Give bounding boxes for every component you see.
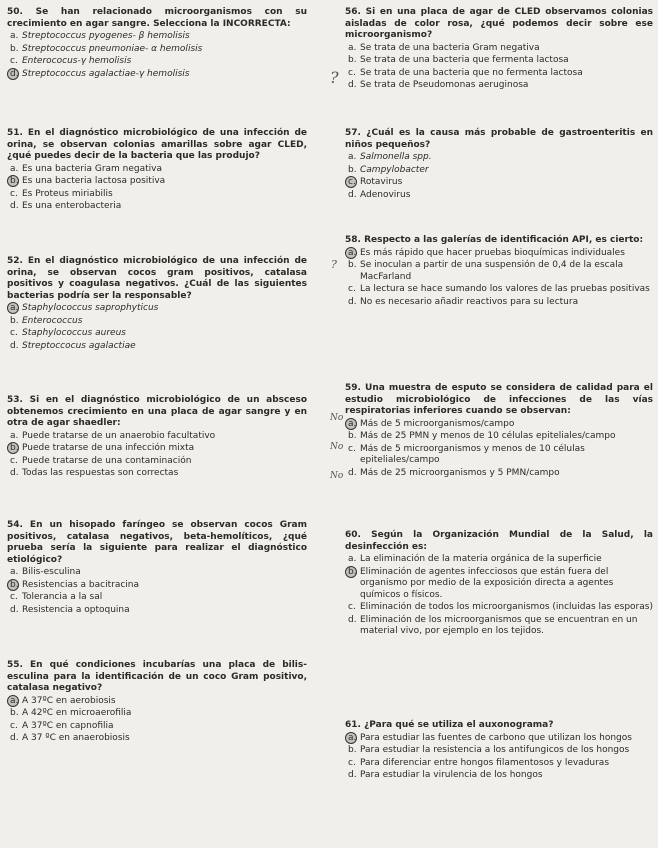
- question-53: [7, 395, 307, 480]
- question-60: [345, 530, 653, 638]
- option-c[interactable]: c. Rotavirus: [348, 177, 403, 188]
- option-b[interactable]: b. A 42ºC en microaerofilia: [10, 708, 132, 719]
- question-text: 56. Si en una placa de agar de CLED observamos colonias aisladas de color rosa, ¿qué podemos decir sobre ese microorganismo?: [345, 7, 653, 41]
- option-a[interactable]: a. Es una bacteria Gram negativa: [10, 163, 162, 174]
- question-text: 54. En un hisopado faríngeo se observan cocos Gram positivos, catalasa negativos, beta-hemolíticos, ¿qué prueba sería la siguiente para realizar el diagnóstico etiológico?: [7, 520, 307, 565]
- question-59: [345, 383, 653, 479]
- option-d[interactable]: d. Se trata de Pseudomonas aeruginosa: [348, 80, 529, 91]
- option-c[interactable]: c. Tolerancia a la sal: [10, 592, 103, 603]
- question-58: [345, 235, 653, 308]
- option-a[interactable]: a. La eliminación de la materia orgánica de la superficie: [348, 554, 602, 565]
- option-b[interactable]: b. Se inoculan a partir de una suspensión de 0,4 de la escala MacFarland: [348, 260, 624, 282]
- option-b[interactable]: b. Más de 25 PMN y menos de 10 células epiteliales/campo: [348, 431, 616, 442]
- question-text: 55. En qué condiciones incubarías una placa de bilis-esculina para la identificación de un coco Gram positivo, catalasa negativo?: [7, 660, 307, 694]
- option-d[interactable]: d. Todas las respuestas son correctas: [10, 468, 179, 479]
- option-d[interactable]: d. Para estudiar la virulencia de los hongos: [348, 770, 543, 781]
- question-text: 57. ¿Cuál es la causa más probable de gastroenteritis en niños pequeños?: [345, 128, 653, 150]
- question-text: 58. Respecto a las galerías de identificación API, es cierto:: [345, 235, 644, 245]
- question-text: 50. Se han relacionado microorganismos con su crecimiento en agar sangre. Selecciona la INCORRECTA:: [7, 7, 307, 29]
- option-c[interactable]: c. Para diferenciar entre hongos filamentosos y levaduras: [348, 757, 610, 768]
- question-56: [345, 7, 653, 92]
- option-c[interactable]: c. La lectura se hace sumando los valores de las pruebas positivas: [348, 284, 650, 295]
- question-51: [7, 128, 307, 213]
- question-text: 61. ¿Para qué se utiliza el auxonograma?: [345, 720, 554, 730]
- option-b[interactable]: b. Puede tratarse de una infección mixta: [10, 443, 195, 454]
- question-55: [7, 660, 307, 745]
- question-text: 52. En el diagnóstico microbiológico de una infección de orina, se observan cocos gram positivos, catalasa positivos y coagulasa negativos. ¿Cuál de las siguientes bacterias podría ser la responsable?: [7, 256, 307, 301]
- option-c[interactable]: c. Enterococus-γ hemolisis: [10, 56, 132, 67]
- option-a[interactable]: a. Bilis-esculina: [10, 567, 81, 578]
- handwritten-question-mark: ?: [331, 258, 337, 271]
- option-a[interactable]: a. Puede tratarse de un anaerobio facultativo: [10, 430, 216, 441]
- option-d[interactable]: d. Streptoccocus agalactiae: [10, 340, 136, 351]
- option-a[interactable]: a. Es más rápido que hacer pruebas bioquímicas individuales: [348, 247, 625, 258]
- option-c[interactable]: c. A 37ºC en capnofilia: [10, 720, 114, 731]
- option-a[interactable]: a. Se trata de una bacteria Gram negativa: [348, 42, 540, 53]
- option-c[interactable]: c. Es Proteus miriabilis: [10, 188, 113, 199]
- option-b[interactable]: b. Streptococcus pneumoniae- α hemolisis: [10, 43, 203, 54]
- handwritten-question-mark: ?: [330, 68, 339, 87]
- option-d[interactable]: d. Más de 25 microorganismos y 5 PMN/campo: [348, 467, 560, 478]
- option-c[interactable]: c. Más de 5 microorganismos y menos de 10 células epiteliales/campo: [348, 443, 585, 466]
- option-a[interactable]: a. Salmonella spp.: [348, 152, 432, 163]
- option-b[interactable]: b. Campylobacter: [348, 164, 429, 175]
- option-a[interactable]: a. Más de 5 microorganismos/campo: [348, 418, 515, 429]
- option-a[interactable]: a. A 37ºC en aerobiosis: [10, 695, 116, 706]
- option-d[interactable]: d. A 37 ºC en anaerobiosis: [10, 733, 130, 744]
- option-c[interactable]: c. Puede tratarse de una contaminación: [10, 455, 192, 466]
- option-a[interactable]: a. Staphylococcus saprophyticus: [10, 303, 159, 314]
- option-d[interactable]: d. Adenovirus: [348, 189, 411, 200]
- option-a[interactable]: a. Para estudiar las fuentes de carbono que utilizan los hongos: [348, 732, 632, 743]
- question-50: [7, 7, 307, 80]
- question-61: [345, 720, 653, 782]
- question-57: [345, 128, 653, 201]
- option-d[interactable]: d. Eliminación de los microorganismos que se encuentran en un material vivo, por ejemplo en los tejidos.: [348, 614, 638, 637]
- question-52: [7, 256, 307, 352]
- question-text: 59. Una muestra de esputo se considera de calidad para el estudio microbiológico de infecciones de las vías respiratorias inferiores cuando se observan:: [345, 383, 653, 417]
- handwritten-note-no: No: [330, 413, 344, 423]
- handwritten-note-no: No: [330, 442, 344, 452]
- option-b[interactable]: b. Para estudiar la resistencia a los antifungicos de los hongos: [348, 745, 630, 756]
- question-text: 53. Si en el diagnóstico microbiológico de un absceso obtenemos crecimiento en una placa de agar sangre y en otra de agar shaedler:: [7, 395, 307, 429]
- option-d[interactable]: d. Es una enterobacteria: [10, 201, 122, 212]
- option-a[interactable]: a. Streptococcus pyogenes- β hemolisis: [10, 31, 190, 42]
- option-d[interactable]: d. No es necesario añadir reactivos para su lectura: [348, 296, 579, 307]
- option-d[interactable]: d. Resistencia a optoquina: [10, 604, 130, 615]
- option-d[interactable]: d. Streptococcus agalactiae-γ hemolisis: [10, 68, 190, 79]
- option-b[interactable]: b. Es una bacteria lactosa positiva: [10, 176, 166, 187]
- question-text: 60. Según la Organización Mundial de la Salud, la desinfección es:: [345, 530, 653, 552]
- question-text: 51. En el diagnóstico microbiológico de una infección de orina, se observan colonias amarillas sobre agar CLED, ¿qué puedes decir de la bacteria que las produjo?: [7, 128, 307, 162]
- option-c[interactable]: c. Eliminación de todos los microorganismos (incluidas las esporas): [348, 602, 653, 613]
- option-b[interactable]: b. Eliminación de agentes infecciosos que están fuera del organismo por medio de la exposición directa a agentes químicos o físicos.: [348, 566, 614, 600]
- handwritten-note-no: No: [330, 471, 344, 481]
- option-b[interactable]: b. Se trata de una bacteria que fermenta lactosa: [348, 55, 569, 66]
- question-54: [7, 520, 307, 616]
- option-c[interactable]: c. Se trata de una bacteria que no fermenta lactosa: [348, 67, 583, 78]
- option-b[interactable]: b. Enterococcus: [10, 315, 83, 326]
- option-b[interactable]: b. Resistencias a bacitracina: [10, 579, 140, 590]
- option-c[interactable]: c. Staphylococcus aureus: [10, 328, 126, 339]
